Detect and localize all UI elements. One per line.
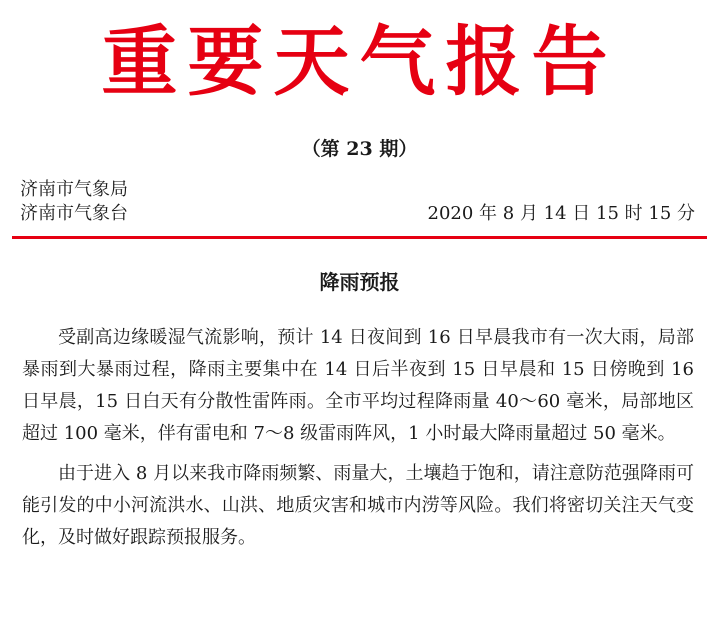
body-paragraph-1: 受副高边缘暖湿气流影响，预计 14 日夜间到 16 日早晨我市有一次大雨，局部暴雨到大暴雨过程，降雨主要集中在 14 日后半夜到 15 日早晨和 15 日傍晚到 16 日早晨，15 日白天有分散性雷阵雨。全市平均过程降雨量 40～60 毫米，局部地区超过 100 毫米，伴有雷电和 7～8 级雷雨阵风，1 小时最大降雨量超过 50 毫米。	[22, 327, 694, 444]
body-paragraph-2: 由于进入 8 月以来我市降雨频繁、雨量大，土壤趋于饱和，请注意防范强降雨可能引发的中小河流洪水、山洪、地质灾害和城市内涝等风险。我们将密切关注天气变化，及时做好跟踪预报服务。	[22, 463, 694, 548]
document-body	[22, 322, 694, 562]
issuer-block	[20, 178, 128, 226]
issuer-observatory: 济南市气象台	[20, 203, 128, 224]
report-masthead: 重要天气报告	[101, 17, 618, 106]
header-divider	[12, 236, 707, 239]
issue-datetime: 2020 年 8 月 14 日 15 时 15 分	[427, 203, 695, 224]
document-title: 降雨预报	[319, 270, 400, 294]
issue-number: （第 23 期）	[301, 138, 418, 160]
issuer-bureau: 济南市气象局	[20, 179, 128, 200]
